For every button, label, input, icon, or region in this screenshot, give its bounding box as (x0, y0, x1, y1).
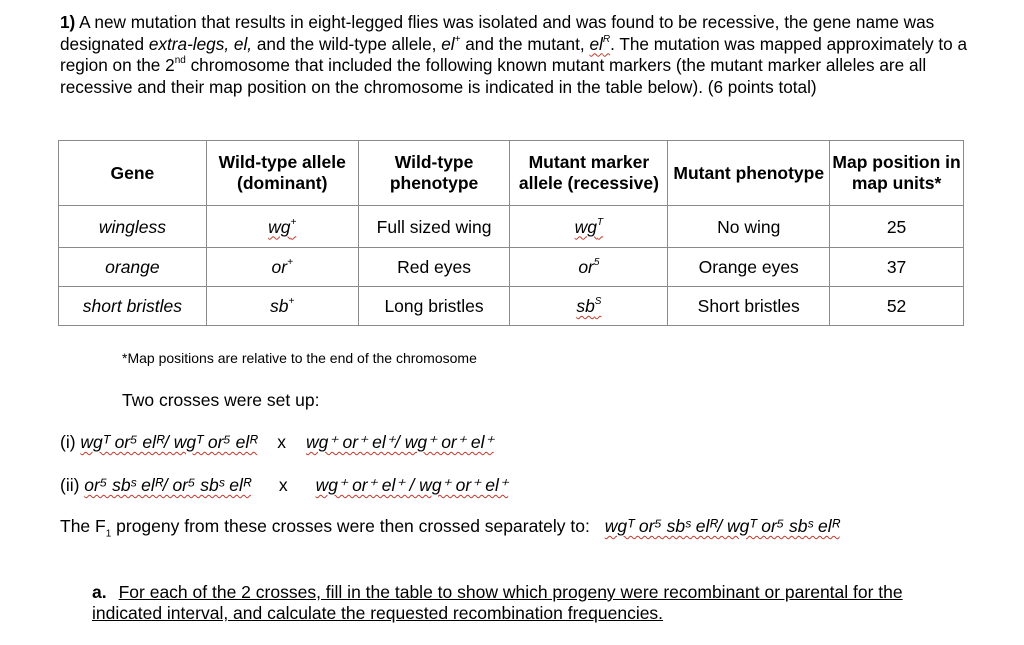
intro-text-1: A new mutation that results in eight-legged flies was isolated and was found to be recessive, the gene name was designated (60, 12, 935, 54)
table-row (59, 206, 964, 248)
wild-type-phenotype-cell: Full sized wing (358, 206, 510, 248)
mutant-allele-cell: $wg^T$ (510, 206, 668, 248)
wild-type-phenotype-cell: Long bristles (358, 287, 510, 326)
gene-cell: orange (59, 248, 207, 287)
table-header-row (59, 141, 964, 206)
header-map-position: Map position in map units* (830, 141, 964, 206)
gene-cell: short bristles (59, 287, 207, 326)
cross-symbol: x (277, 432, 287, 452)
cross-label: (ii) (60, 475, 85, 495)
header-mutant-allele: Mutant marker allele (recessive) (510, 141, 668, 206)
mutant-phenotype-cell: Orange eyes (668, 248, 830, 287)
header-wild-type-allele: Wild-type allele (dominant) (206, 141, 358, 206)
gene-name: extra-legs, el, (148, 33, 253, 54)
mutant-phenotype-cell: No wing (668, 206, 830, 248)
wild-type-allele-cell: or+ (206, 248, 358, 287)
header-wild-type-phenotype: Wild-type phenotype (358, 141, 510, 206)
question-text: For each of the 2 crosses, fill in the table to show which progeny were recombinant or parental for the indicated interval, and calculate the requested recombination frequencies. (92, 582, 903, 623)
intro-text-2: and the wild-type allele, (252, 33, 442, 54)
mutant-allele: $el^R$ (589, 33, 611, 54)
cross-parent-left: wgᵀ or⁵ elᴿ/ wgᵀ or⁵ elᴿ (80, 432, 258, 452)
header-mutant-phenotype: Mutant phenotype (668, 141, 830, 206)
intro-text-5: chromosome that included the following known mutant markers (the mutant marker alleles are all recessive and their map position on the chromosome is indicated in the table below). (6 points total) (60, 55, 927, 97)
wild-type-allele: el+ (441, 33, 461, 54)
intro-text-3: and the mutant, (460, 33, 590, 54)
map-position-cell: 52 (830, 287, 964, 326)
wild-type-allele-cell: wg+ (206, 206, 358, 248)
map-position-footnote: *Map positions are relative to the end of the chromosome (122, 350, 477, 366)
question-label: a. (92, 582, 107, 602)
map-position-cell: 25 (830, 206, 964, 248)
ordinal-suffix: nd (174, 55, 186, 67)
table-row (59, 248, 964, 287)
crosses-intro: Two crosses were set up: (122, 390, 320, 410)
cross-i (60, 432, 494, 453)
mutant-allele-cell: $or^5$ (510, 248, 668, 287)
cross-parent-right: wg⁺ or⁺ el⁺ / wg⁺ or⁺ el⁺ (315, 475, 509, 495)
header-gene: Gene (59, 141, 207, 206)
cross-parent-right: wg⁺ or⁺ el⁺/ wg⁺ or⁺ el⁺ (306, 432, 494, 452)
cross-symbol: x (278, 475, 288, 495)
gene-cell: wingless (59, 206, 207, 248)
map-position-cell: 37 (830, 248, 964, 287)
table-row (59, 287, 964, 326)
wild-type-allele-cell: sb+ (206, 287, 358, 326)
cross-parent-left: or⁵ sbˢ elᴿ/ or⁵ sbˢ elᴿ (84, 475, 251, 495)
problem-number: 1) (60, 12, 76, 32)
gene-marker-table (58, 140, 964, 326)
problem-intro (60, 12, 980, 98)
wild-type-phenotype-cell: Red eyes (358, 248, 510, 287)
mutant-allele-cell: $sb^S$ (510, 287, 668, 326)
intro-text-4: . The mutation was mapped approximately to a region on the 2 (60, 33, 968, 75)
cross-ii (60, 475, 508, 496)
question-a (92, 582, 972, 624)
testcross-genotype: wgᵀ or⁵ sbˢ elᴿ/ wgᵀ or⁵ sbˢ elᴿ (604, 516, 840, 536)
cross-label: (i) (60, 432, 81, 452)
f1-testcross-sentence: The $F_1$ progeny from these crosses were then crossed separately to: wgᵀ or⁵ sbˢ elᴿ/ wgᵀ or⁵ sbˢ elᴿ (60, 516, 840, 540)
mutant-phenotype-cell: Short bristles (668, 287, 830, 326)
